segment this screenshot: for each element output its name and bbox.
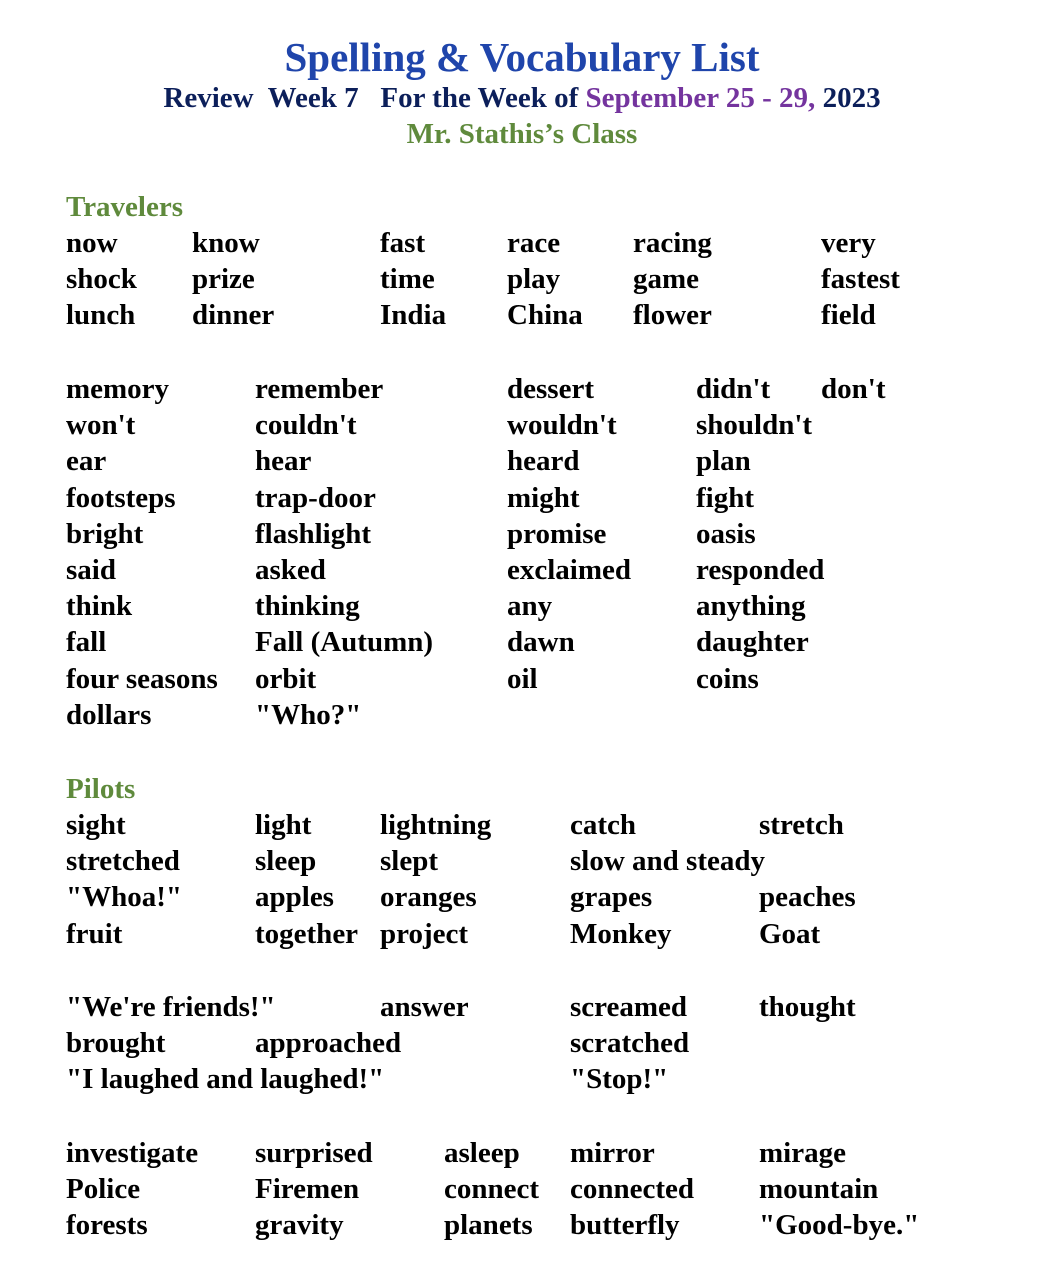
vocab-word: heard	[507, 445, 580, 478]
vocab-word: project	[380, 917, 469, 950]
vocab-word: fastest	[821, 263, 900, 296]
vocab-word: mirage	[759, 1137, 846, 1169]
vocab-word: oil	[507, 662, 538, 695]
vocab-word: "Stop!"	[570, 1063, 669, 1096]
class-name: Mr. Stathis’s Class	[406, 118, 638, 150]
date-range: September 25 - 29,	[585, 82, 816, 114]
vocab-word: stretch	[759, 809, 844, 841]
vocab-word: flower	[633, 299, 712, 332]
vocab-word: didn't	[696, 373, 771, 405]
vocab-word: catch	[570, 809, 637, 841]
vocab-word: anything	[696, 590, 806, 623]
vocab-word: scratched	[570, 1027, 690, 1060]
vocab-word: now	[66, 227, 118, 259]
vocab-word: mountain	[759, 1173, 879, 1206]
vocab-word: know	[192, 227, 260, 259]
vocab-word: answer	[380, 991, 469, 1023]
vocab-word: Fall (Autumn)	[255, 626, 434, 659]
vocab-word: dinner	[192, 299, 275, 332]
vocab-word: apples	[255, 881, 334, 914]
vocab-word: remember	[255, 373, 384, 405]
vocab-word: mirror	[570, 1137, 655, 1169]
vocab-word: orbit	[255, 662, 317, 695]
vocab-word: planets	[444, 1209, 533, 1242]
vocab-word: think	[66, 590, 133, 623]
vocab-word: time	[380, 263, 435, 296]
year: 2023	[815, 82, 881, 114]
vocab-word: asleep	[444, 1137, 520, 1169]
vocab-word: asked	[255, 554, 326, 586]
vocab-word: "We're friends!"	[66, 991, 276, 1023]
vocab-word: oranges	[380, 881, 477, 914]
vocab-word: Firemen	[255, 1173, 360, 1206]
vocab-word: surprised	[255, 1137, 373, 1169]
vocab-word: ear	[66, 445, 107, 478]
vocab-word: dawn	[507, 626, 575, 659]
review-week-label: Review Week 7 For the Week of	[163, 82, 586, 114]
vocab-word: dessert	[507, 373, 594, 405]
vocab-word: four seasons	[66, 662, 218, 695]
vocab-word: butterfly	[570, 1209, 680, 1242]
vocab-word: grapes	[570, 881, 653, 914]
vocab-word: very	[821, 227, 876, 259]
vocab-word: exclaimed	[507, 554, 632, 586]
vocab-word: together	[255, 917, 359, 950]
vocab-word: fall	[66, 626, 107, 659]
vocab-word: race	[507, 227, 561, 259]
vocab-word: peaches	[759, 881, 856, 914]
vocab-word: stretched	[66, 845, 180, 878]
vocab-word: couldn't	[255, 409, 357, 442]
vocab-word: gravity	[255, 1209, 344, 1242]
vocab-word: investigate	[66, 1137, 199, 1169]
vocab-word: daughter	[696, 626, 809, 659]
vocab-word: coins	[696, 662, 759, 695]
vocab-word: "Who?"	[255, 698, 362, 731]
vocab-word: said	[66, 554, 116, 586]
vocab-word: slept	[380, 845, 438, 878]
vocab-word: "I laughed and laughed!"	[66, 1063, 385, 1096]
vocab-word: Goat	[759, 917, 821, 950]
vocab-word: forests	[66, 1209, 148, 1242]
vocab-word: fight	[696, 481, 754, 514]
vocab-word: screamed	[570, 991, 688, 1023]
vocab-word: might	[507, 481, 580, 514]
vocab-word: trap-door	[255, 481, 376, 514]
page-title: Spelling & Vocabulary List	[284, 34, 760, 80]
vocab-word: oasis	[696, 517, 756, 550]
vocab-word: thinking	[255, 590, 360, 623]
vocab-word: dollars	[66, 698, 152, 731]
vocab-word: fruit	[66, 917, 123, 950]
vocab-word: play	[507, 263, 561, 296]
vocab-word: thought	[759, 991, 856, 1023]
vocab-word: won't	[66, 409, 136, 442]
vocab-word: Monkey	[570, 917, 672, 950]
vocab-word: China	[507, 299, 583, 332]
vocab-word: bright	[66, 517, 144, 550]
section-heading-travelers: Travelers	[66, 191, 184, 223]
vocab-word: shouldn't	[696, 409, 813, 442]
vocab-word: approached	[255, 1027, 402, 1060]
vocab-word: game	[633, 263, 700, 296]
week-subtitle	[0, 82, 1044, 114]
section-heading-pilots: Pilots	[66, 773, 136, 805]
vocab-word: "Good-bye."	[759, 1209, 920, 1242]
vocab-word: lightning	[380, 809, 492, 841]
vocab-word: India	[380, 299, 447, 332]
vocab-word: connected	[570, 1173, 695, 1206]
vocab-word: light	[255, 809, 312, 841]
vocab-word: wouldn't	[507, 409, 617, 442]
vocab-word: prize	[192, 263, 255, 296]
vocab-word: racing	[633, 227, 712, 259]
vocab-word: slow and steady	[570, 845, 765, 878]
vocab-word: any	[507, 590, 553, 623]
vocab-word: memory	[66, 373, 170, 405]
vocab-word: fast	[380, 227, 426, 259]
vocab-word: brought	[66, 1027, 166, 1060]
vocab-word: sleep	[255, 845, 317, 878]
vocab-word: connect	[444, 1173, 540, 1206]
vocab-word: don't	[821, 373, 886, 405]
vocab-word: "Whoa!"	[66, 881, 182, 914]
vocab-word: shock	[66, 263, 137, 296]
vocab-word: responded	[696, 554, 825, 586]
vocab-word: lunch	[66, 299, 136, 332]
vocab-word: Police	[66, 1173, 141, 1206]
vocab-word: field	[821, 299, 876, 332]
vocab-word: hear	[255, 445, 312, 478]
vocab-word: promise	[507, 517, 607, 550]
vocab-word: flashlight	[255, 517, 372, 550]
vocab-word: plan	[696, 445, 751, 478]
vocab-word: footsteps	[66, 481, 176, 514]
vocab-word: sight	[66, 809, 126, 841]
